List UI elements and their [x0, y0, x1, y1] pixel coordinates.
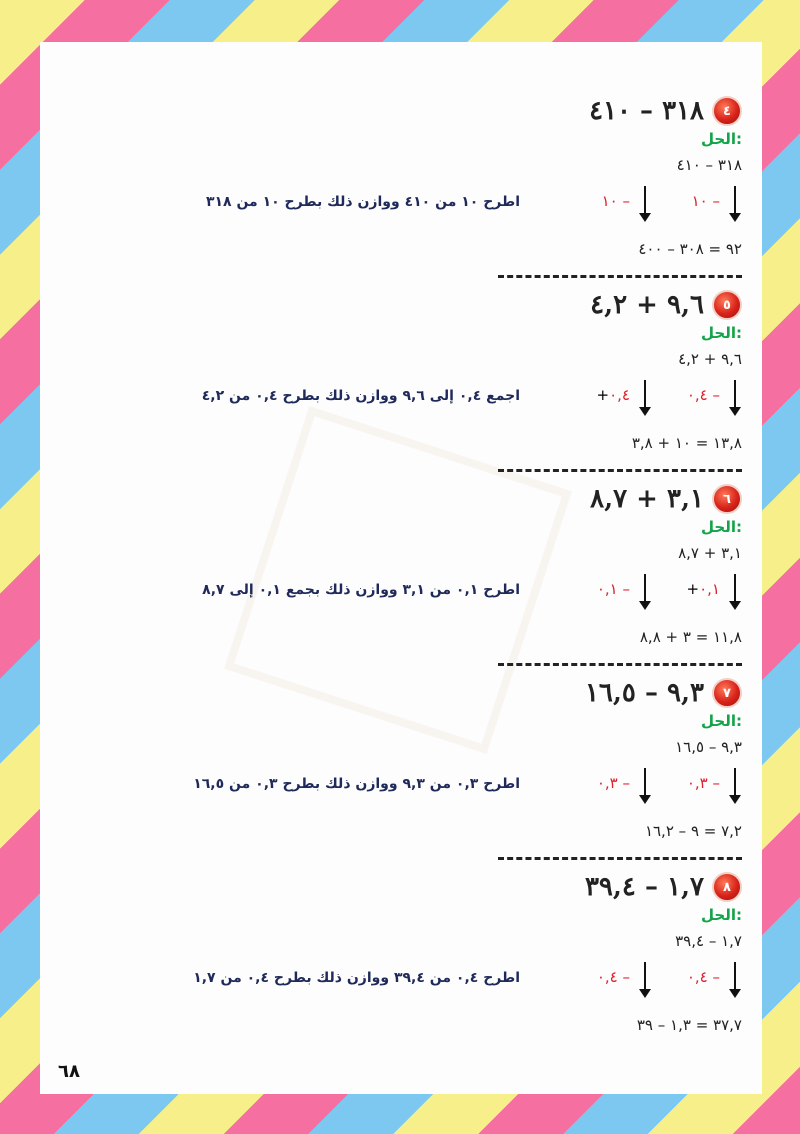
down-arrow-icon [734, 574, 736, 602]
dashed-divider [498, 275, 742, 278]
adjustment-row [582, 768, 742, 804]
original-expression: ٣,١ + ٨,٧ [678, 544, 742, 562]
down-arrow-icon [734, 186, 736, 214]
adjustment-value: ٠,٤ – [686, 968, 720, 986]
down-arrow-icon [734, 380, 736, 408]
adjustment-row [582, 574, 742, 610]
explanation-text: اطرح ٠,٣ من ٩,٣ ووازن ذلك بطرح ٠,٣ من ١٦,٥ [193, 776, 520, 792]
explanation-text: اجمع ٠,٤ إلى ٩,٦ ووازن ذلك بطرح ٠,٤ من ٤,٢ [201, 388, 520, 404]
left-adjustment [597, 774, 630, 792]
adjustment-value: ٠,٣ – [596, 774, 630, 792]
down-arrow-icon [644, 962, 646, 990]
exercise-title [590, 288, 742, 322]
worksheet-page [40, 42, 762, 1094]
original-expression: ٩,٣ – ١٦,٥ [675, 738, 742, 756]
exercise-expression: ١,٧ – ٣٩,٤ [584, 872, 704, 902]
result-expression: ٧,٢ = ٩ – ١٦,٢ [644, 822, 742, 840]
solution-label: الحل: [701, 712, 742, 730]
exercise-number-badge: ٥ [712, 290, 742, 320]
exercise-4 [40, 94, 762, 289]
down-arrow-icon [734, 962, 736, 990]
exercise-expression: ٩,٣ – ١٦,٥ [584, 678, 704, 708]
original-expression: ٩,٦ + ٤,٢ [678, 350, 742, 368]
right-adjustment [687, 580, 720, 598]
original-expression: ٣١٨ – ٤١٠ [676, 156, 742, 174]
adjustment-sign: + [686, 580, 700, 598]
adjustment-row [582, 380, 742, 416]
result-expression: ٣٧,٧ = ١,٣ – ٣٩ [636, 1016, 742, 1034]
down-arrow-icon [644, 380, 646, 408]
result-expression: ١٣,٨ = ١٠ + ٣,٨ [631, 434, 742, 452]
exercise-number-badge: ٤ [712, 96, 742, 126]
solution-label: الحل: [701, 906, 742, 924]
exercise-expression: ٣١٨ – ٤١٠ [589, 96, 704, 126]
down-arrow-icon [644, 574, 646, 602]
adjustment-value: ٠,١ [699, 580, 720, 598]
adjustment-value: ١٠ – [691, 192, 720, 210]
exercise-6 [40, 482, 762, 677]
adjustment-value: ٠,٤ – [686, 386, 720, 404]
left-adjustment [597, 580, 630, 598]
page-number: ٦٨ [58, 1061, 80, 1082]
dashed-divider [498, 663, 742, 666]
adjustment-sign: + [596, 386, 610, 404]
right-adjustment [687, 968, 720, 986]
exercise-5 [40, 288, 762, 483]
original-expression: ١,٧ – ٣٩,٤ [675, 932, 742, 950]
exercise-8 [40, 870, 762, 1065]
exercise-7 [40, 676, 762, 871]
exercise-expression: ٣,١ + ٨,٧ [590, 484, 704, 514]
solution-label: الحل: [701, 130, 742, 148]
adjustment-row [582, 186, 742, 222]
left-adjustment [597, 386, 630, 404]
dashed-divider [498, 857, 742, 860]
explanation-text: اطرح ٠,٤ من ٣٩,٤ ووازن ذلك بطرح ٠,٤ من ١,٧ [193, 970, 520, 986]
left-adjustment [597, 968, 630, 986]
left-adjustment [602, 192, 630, 210]
exercise-number-badge: ٨ [712, 872, 742, 902]
solution-label: الحل: [701, 324, 742, 342]
result-expression: ١١,٨ = ٣ + ٨,٨ [639, 628, 742, 646]
exercise-title [590, 482, 742, 516]
exercise-title [589, 94, 742, 128]
down-arrow-icon [644, 768, 646, 796]
adjustment-value: ٠,٣ – [686, 774, 720, 792]
solution-label: الحل: [701, 518, 742, 536]
exercise-title [585, 676, 742, 710]
adjustment-value: ١٠ – [601, 192, 630, 210]
explanation-text: اطرح ٠,١ من ٣,١ ووازن ذلك بجمع ٠,١ إلى ٨,٧ [202, 582, 520, 598]
right-adjustment [687, 386, 720, 404]
exercise-title [585, 870, 742, 904]
right-adjustment [692, 192, 720, 210]
dashed-divider [498, 469, 742, 472]
adjustment-value: ٠,١ – [596, 580, 630, 598]
exercise-number-badge: ٦ [712, 484, 742, 514]
adjustment-row [582, 962, 742, 998]
down-arrow-icon [644, 186, 646, 214]
result-expression: ٩٢ = ٣٠٨ – ٤٠٠ [638, 240, 742, 258]
exercise-expression: ٩,٦ + ٤,٢ [590, 290, 704, 320]
right-adjustment [687, 774, 720, 792]
down-arrow-icon [734, 768, 736, 796]
adjustment-value: ٠,٤ – [596, 968, 630, 986]
adjustment-value: ٠,٤ [609, 386, 630, 404]
explanation-text: اطرح ١٠ من ٤١٠ ووازن ذلك بطرح ١٠ من ٣١٨ [205, 194, 520, 210]
exercise-number-badge: ٧ [712, 678, 742, 708]
